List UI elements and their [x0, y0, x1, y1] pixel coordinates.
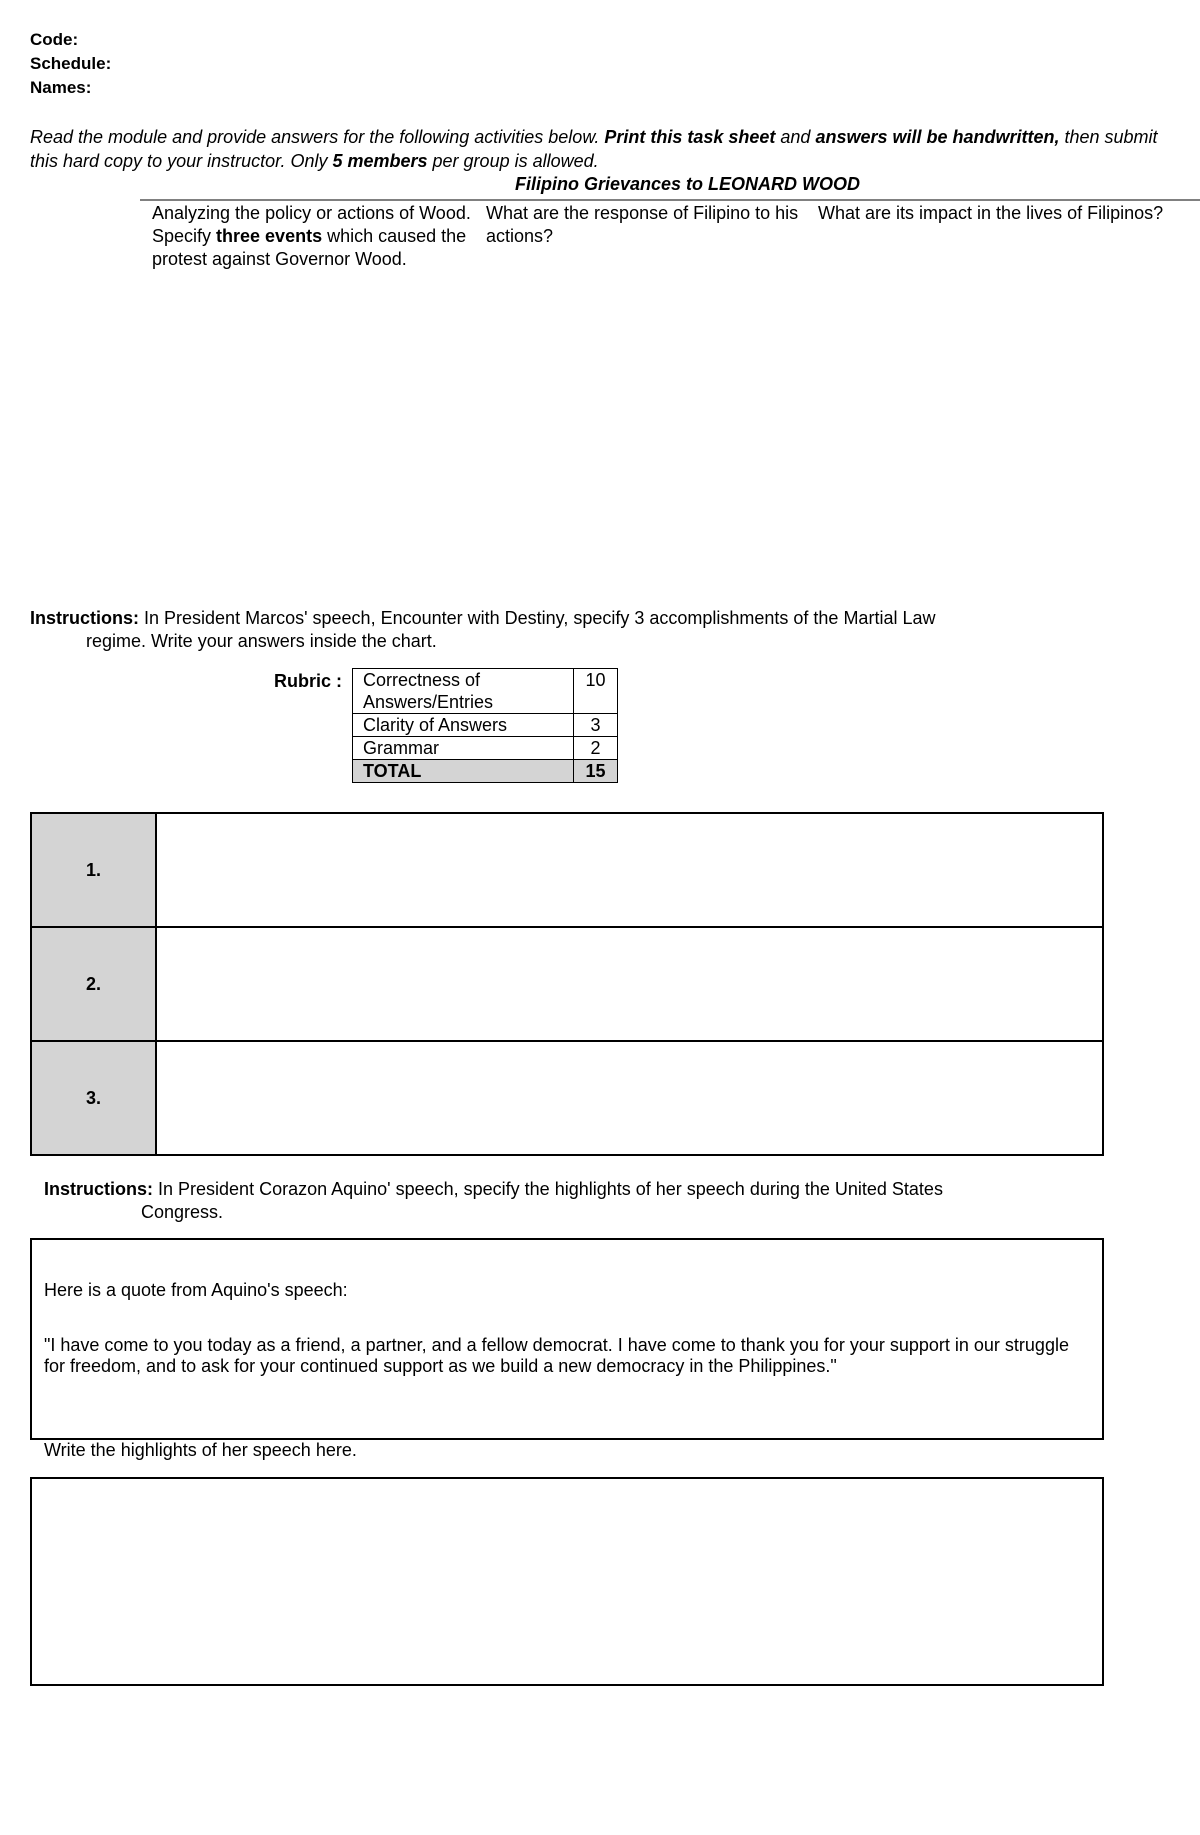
- rubric-total-points: 15: [574, 760, 618, 783]
- marcos-instructions: [30, 607, 1080, 653]
- answer-cell[interactable]: [156, 1041, 1103, 1155]
- accomplishments-table: [30, 812, 1104, 1156]
- wood-column-2-header: What are the response of Filipino to his actions?: [486, 203, 799, 246]
- instructions-label: Instructions:: [44, 1179, 154, 1199]
- rubric-total-row: [353, 760, 618, 783]
- rubric-points: 10: [574, 669, 618, 714]
- row-number: 2.: [31, 927, 156, 1041]
- names-label: Names:: [30, 78, 92, 97]
- rubric-row: [353, 669, 618, 714]
- highlights-answer-box[interactable]: [30, 1477, 1104, 1686]
- intro-bold-members: 5 members: [332, 151, 428, 171]
- code-label: Code:: [30, 30, 79, 49]
- answer-cell[interactable]: [156, 927, 1103, 1041]
- rubric-table: [352, 668, 618, 783]
- schedule-label: Schedule:: [30, 54, 112, 73]
- wood-column-3-header: What are its impact in the lives of Filipinos?: [818, 203, 1164, 223]
- intro-text: Read the module and provide answers for the following activities below.: [30, 127, 605, 147]
- table-row: [31, 813, 1103, 927]
- instructions-text: In President Marcos' speech, Encounter with Destiny, specify 3 accomplishments of the Martial Law: [139, 608, 936, 628]
- intro-bold-print: Print this task sheet: [604, 127, 776, 147]
- intro-text: and: [775, 127, 816, 147]
- intro-bold-handwritten: answers will be handwritten,: [815, 127, 1060, 147]
- divider: [140, 199, 1200, 201]
- rubric-label: Rubric :: [274, 671, 343, 691]
- row-number: 1.: [31, 813, 156, 927]
- table-row: [31, 927, 1103, 1041]
- rubric-points: 2: [574, 737, 618, 760]
- intro-text: then submit this hard copy to your instructor. Only: [30, 127, 1158, 171]
- intro-paragraph: [30, 125, 1170, 173]
- wood-col1-text: which caused the protest against Governor Wood.: [152, 226, 467, 269]
- rubric-points: 3: [574, 714, 618, 737]
- instructions-text: regime. Write your answers inside the chart.: [86, 631, 437, 651]
- quote-box: [30, 1238, 1104, 1440]
- answer-cell[interactable]: [156, 813, 1103, 927]
- instructions-text: In President Corazon Aquino' speech, specify the highlights of her speech during the United States: [153, 1179, 943, 1199]
- wood-column-1-header: [152, 202, 477, 271]
- quote-text: "I have come to you today as a friend, a partner, and a fellow democrat. I have come to thank you for your support in our struggle for freedom, and to ask for your continued support as we build a new democracy in the Philippines.": [44, 1335, 1069, 1376]
- table-row: [31, 1041, 1103, 1155]
- rubric-criterion: Grammar: [353, 737, 574, 760]
- aquino-instructions: [44, 1178, 1084, 1224]
- rubric-total-label: TOTAL: [353, 760, 574, 783]
- instructions-text: Congress.: [141, 1202, 224, 1222]
- rubric-row: [353, 737, 618, 760]
- rubric-criterion: Clarity of Answers: [353, 714, 574, 737]
- rubric-row: [353, 714, 618, 737]
- rubric-criterion: Correctness of Answers/Entries: [353, 669, 574, 714]
- intro-text: per group is allowed.: [427, 151, 599, 171]
- quote-intro: Here is a quote from Aquino's speech:: [44, 1280, 348, 1300]
- row-number: 3.: [31, 1041, 156, 1155]
- instructions-label: Instructions:: [30, 608, 140, 628]
- write-highlights-label: Write the highlights of her speech here.: [44, 1440, 357, 1460]
- wood-activity-title: Filipino Grievances to LEONARD WOOD: [515, 174, 861, 194]
- wood-col1-bold: three events: [216, 226, 323, 246]
- wood-col1-text: Analyzing the policy or actions of Wood. Specify: [152, 203, 471, 246]
